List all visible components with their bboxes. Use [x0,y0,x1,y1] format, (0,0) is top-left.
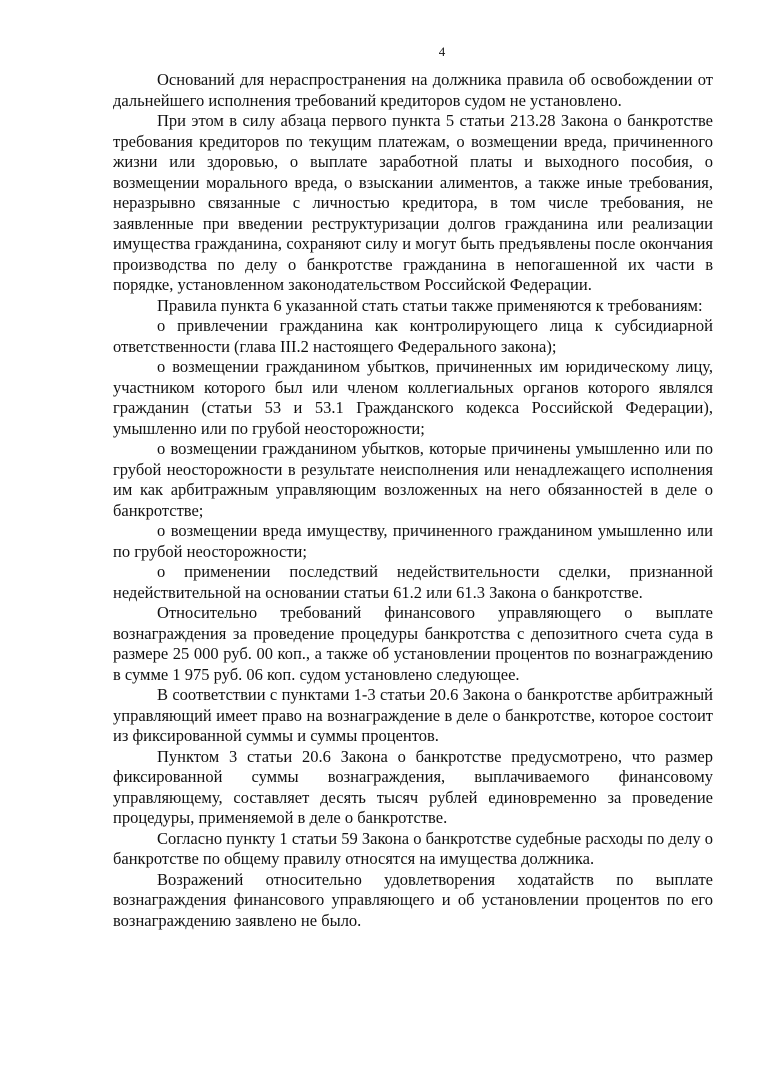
paragraph-court-costs: Согласно пункту 1 статьи 59 Закона о банкротстве судебные расходы по делу о банкротстве по общему правилу относятся на имущества должника. [113,828,713,868]
paragraph-invalid-transaction: о применении последствий недействительности сделки, признанной недействительной на основании статьи 61.2 или 61.3 Закона о банкротстве. [113,562,713,602]
paragraph-article-20-6-items: В соответствии с пунктами 1-3 статьи 20.6 Закона о банкротстве арбитражный управляющий имеет право на вознаграждение в деле о банкротстве, которое состоит из фиксированной суммы и суммы процентов. [113,685,713,745]
paragraph-losses-manager: о возмещении гражданином убытков, которые причинены умышленно или по грубой неосторожности в результате неисполнения или ненадлежащего исполнения им как арбитражным управляющим возложенных на него обязанностей в деле о банкротстве; [113,439,713,520]
paragraph-grounds: Оснований для нераспространения на должника правила об освобождении от дальнейшего исполнения требований кредиторов судом не установлено. [113,70,713,110]
paragraph-losses-legal-entity: о возмещении гражданином убытков, причиненных им юридическому лицу, участником которого был или членом коллегиальных органов которого являлся гражданин (статьи 53 и 53.1 Гражданского кодекса Российской Федерации), умышленно или по грубой неосторожности; [113,357,713,438]
paragraph-remuneration-request: Относительно требований финансового управляющего о выплате вознаграждения за проведение процедуры банкротства с депозитного счета суда в размере 25 000 руб. 00 коп., а также об установлении процентов по вознаграждению в сумме 1 975 руб. 06 коп. судом установлено следующее. [113,603,713,684]
paragraph-subsidiary-liability: о привлечении гражданина как контролирующего лица к субсидиарной ответственности (глава III.2 настоящего Федерального закона); [113,316,713,356]
paragraph-current-payments: При этом в силу абзаца первого пункта 5 статьи 213.28 Закона о банкротстве требования кредиторов по текущим платежам, о возмещении вреда, причиненного жизни или здоровью, о выплате заработной платы и выходного пособия, о возмещении морального вреда, о взыскании алиментов, а также иные требования, неразрывно связанные с личностью кредитора, в том числе требования, не заявленные при введении реструктуризации долгов гражданина или реализации имущества гражданина, сохраняют силу и могут быть предъявлены после окончания производства по делу о банкротстве гражданина в непогашенной их части в порядке, установленном законодательством Российской Федерации. [113,111,713,294]
paragraph-rules-intro: Правила пункта 6 указанной стать статьи также применяются к требованиям: [157,295,703,315]
paragraph-property-damage: о возмещении вреда имуществу, причиненного гражданином умышленно или по грубой неосторожности; [113,521,713,561]
paragraph-no-objections: Возражений относительно удовлетворения ходатайств по выплате вознаграждения финансового управляющего и об установлении процентов по его вознаграждению заявлено не было. [113,869,713,930]
paragraph-fixed-sum: Пунктом 3 статьи 20.6 Закона о банкротстве предусмотрено, что размер фиксированной суммы вознаграждения, выплачиваемого финансовому управляющему, составляет десять тысяч рублей единовременно за проведение процедуры, применяемой в деле о банкротстве. [113,746,713,827]
page-number: 4 [438,44,446,59]
